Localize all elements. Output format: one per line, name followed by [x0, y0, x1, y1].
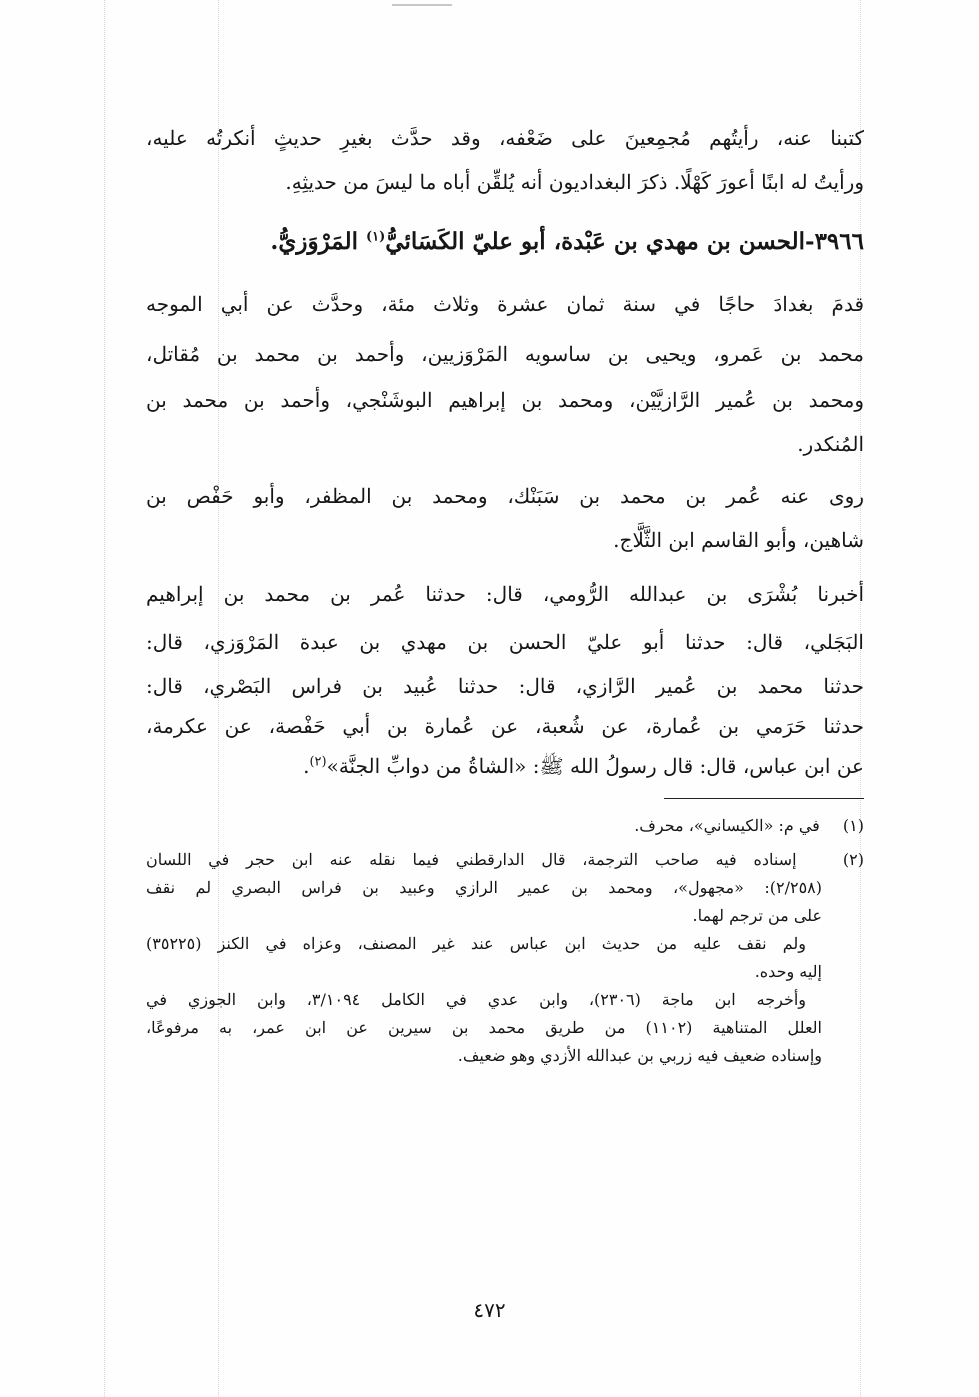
footnote-text: (٢/٢٥٨): «مجهول»، ومحمد بن عمير الرازي وعبيد بن فراس البصري لم نقف: [146, 878, 822, 897]
footnote-text: وإسناده ضعيف فيه زربي بن عبدالله الأزدي وهو ضعيف.: [457, 1046, 822, 1065]
hadith-end: .: [303, 754, 310, 778]
page-number: ٤٧٢: [473, 1298, 506, 1322]
footnote-text: على من ترجم لهما.: [692, 906, 822, 925]
footnote-mark: (٢): [842, 850, 864, 869]
footnote-mark: (١): [842, 816, 864, 835]
text-line: كتبنا عنه، رأيتُهم مُجمِعينَ على ضَعْفه، وقد حدَّث بغيرِ حديثٍ أنكرتُه عليه،: [146, 126, 865, 150]
text-line: شاهين، وأبو القاسم ابن الثَّلَّاج.: [613, 528, 864, 552]
biography-heading: [146, 220, 864, 264]
text-line: أخبرنا بُشْرَى بن عبدالله الرُّومي، قال: حدثنا عُمر بن محمد بن إبراهيم: [146, 582, 864, 606]
text-line: روى عنه عُمر بن محمد بن سَبَنْك، ومحمد بن المظفر، وأبو حَفْص بن: [146, 484, 864, 508]
text-line: ومحمد بن عُمير الرَّازيَّيْن، ومحمد بن إبراهيم البوشَنْجي، وأحمد بن محمد بن: [146, 388, 864, 412]
footnote-ref: (١): [366, 229, 386, 245]
footnote-text: في م: «الكيساني»، محرف.: [634, 816, 820, 835]
footnote-text: إليه وحده.: [754, 962, 822, 981]
heading-text-end: المَرْوَزيُّ.: [270, 228, 366, 255]
footnote-ref: (٢): [309, 754, 327, 770]
footnote-1: [146, 812, 864, 840]
text-line: البَجَلي، قال: حدثنا أبو عليّ الحسن بن مهدي بن عبدة المَرْوَزي، قال:: [146, 630, 864, 654]
footnote-text: إسناده فيه صاحب الترجمة، قال الدارقطني فيما نقله عنه ابن حجر في اللسان: [146, 850, 797, 869]
text-line: [146, 746, 864, 786]
scan-guide-line: [104, 0, 105, 1397]
text-line: قدمَ بغدادَ حاجًا في سنة ثمان عشرة وثلاث مئة، وحدَّث عن أبي الموجه: [146, 292, 864, 316]
text-line: حدثنا محمد بن عُمير الرَّازي، قال: حدثنا عُبيد بن فراس البَصْري، قال:: [146, 674, 864, 698]
text-line: المُنكدر.: [797, 432, 864, 456]
hadith-text: عن ابن عباس، قال: قال رسولُ الله ﷺ: «الشاةُ من دوابِّ الجنَّة»: [326, 754, 864, 778]
text-line: محمد بن عَمرو، ويحيى بن ساسويه المَرْوَزيين، وأحمد بن محمد بن مُقاتل،: [146, 342, 864, 366]
footnote-2: [146, 846, 864, 1070]
text-line: حدثنا حَرَمي بن عُمارة، عن شُعبة، عن عُمارة بن أبي حَفْصة، عن عكرمة،: [146, 714, 864, 738]
text-line: ورأيتُ له ابنًا أعورَ كَهْلًا. ذكرَ البغداديون أنه يُلقِّن أباه ما ليسَ من حديثِهِ.: [285, 170, 864, 194]
footnote-text: وأخرجه ابن ماجة (٢٣٠٦)، وابن عدي في الكامل ٣/١٠٩٤، وابن الجوزي في: [146, 990, 807, 1009]
footnote-text: ولم نقف عليه من حديث ابن عباس عند غير المصنف، وعزاه في الكنز (٣٥٢٢٥): [146, 934, 806, 953]
footnote-separator: [664, 798, 864, 799]
page-content: [146, 0, 864, 1397]
footnote-text: العلل المتناهية (١١٠٢) من طريق محمد بن سيرين عن ابن عمر، به مرفوعًا،: [146, 1018, 823, 1037]
heading-text: ٣٩٦٦-الحسن بن مهدي بن عَبْدة، أبو عليّ الكَسَائيُّ: [385, 228, 864, 255]
